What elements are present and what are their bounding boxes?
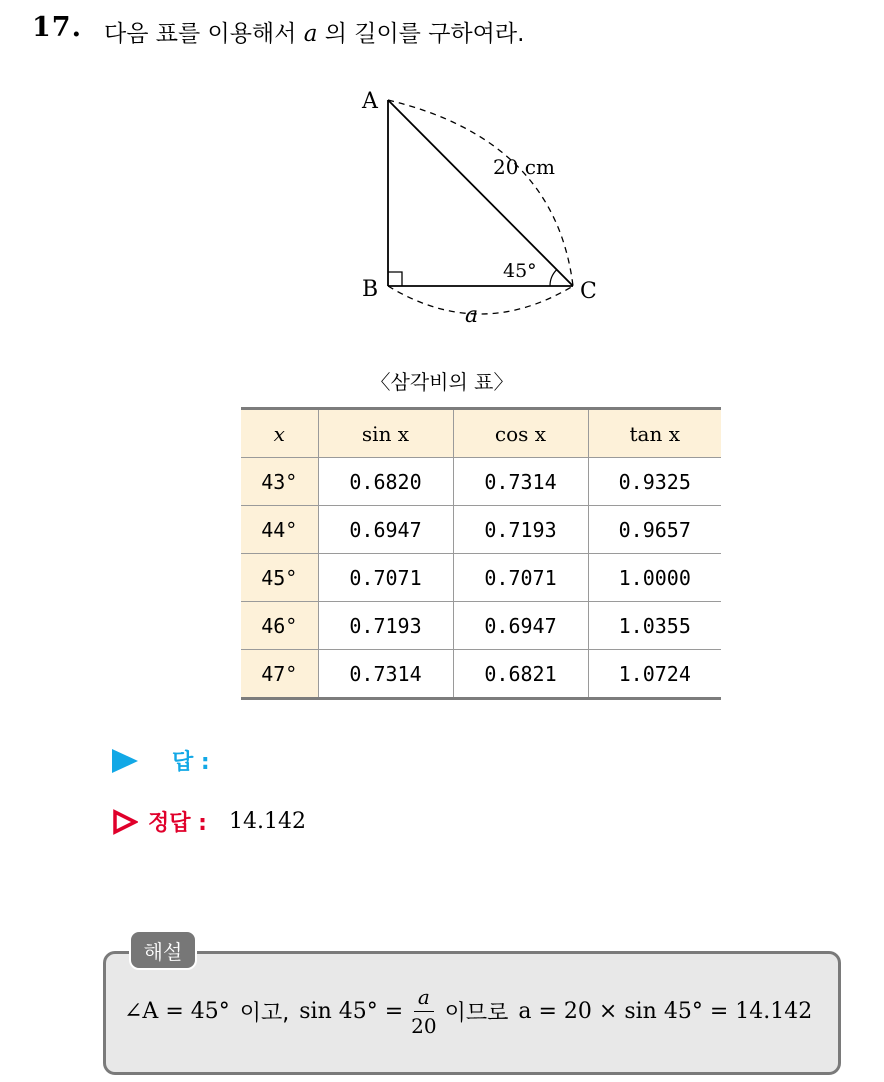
fraction-numerator: a (414, 985, 434, 1012)
sin-cell: 0.6820 (318, 458, 453, 506)
question-text-before: 다음 표를 이용해서 (104, 21, 304, 47)
tan-cell: 0.9325 (588, 458, 721, 506)
angle-label: 45° (503, 260, 537, 282)
explanation-formula (124, 985, 812, 1038)
formula-fraction (411, 985, 436, 1038)
base-dashed-arc (388, 286, 573, 314)
correct-answer-label: 정답 : (148, 811, 207, 836)
header-cos: cos x (453, 409, 588, 458)
formula-text-therefore: 이므로 (444, 1001, 509, 1026)
header-tan: tan x (588, 409, 721, 458)
question-number: 17. (32, 12, 82, 43)
hypotenuse-length-label: 20 cm (493, 155, 555, 179)
trig-ratio-table (241, 407, 721, 700)
outline-triangle-icon (112, 809, 138, 835)
formula-text-and: 이고, (239, 1001, 290, 1026)
tan-cell: 0.9657 (588, 506, 721, 554)
header-x (241, 409, 318, 458)
cos-cell: 0.7314 (453, 458, 588, 506)
angle-cell: 43° (241, 458, 318, 506)
tan-cell: 1.0355 (588, 602, 721, 650)
table-row (241, 458, 721, 506)
question-text-after: 의 길이를 구하여라. (317, 21, 525, 47)
angle-cell: 44° (241, 506, 318, 554)
table-header-row (241, 409, 721, 458)
vertex-label-b: B (362, 277, 379, 302)
table-row (241, 602, 721, 650)
correct-answer-row (112, 806, 306, 837)
formula-result: a = 20 × sin 45° = 14.142 (518, 999, 813, 1024)
header-sin: sin x (318, 409, 453, 458)
sin-cell: 0.7314 (318, 650, 453, 699)
formula-sin: sin 45° = (299, 999, 404, 1024)
right-angle-marker (388, 272, 402, 286)
triangle-figure (340, 80, 610, 340)
answer-row (112, 745, 210, 776)
header-x-text: x (273, 421, 285, 446)
angle-cell: 45° (241, 554, 318, 602)
base-variable-label: a (465, 303, 479, 328)
formula-angle: ∠A = 45° (124, 999, 230, 1024)
play-triangle-icon (112, 749, 138, 773)
sin-cell: 0.6947 (318, 506, 453, 554)
table-caption: 〈삼각비의 표〉 (370, 370, 514, 394)
correct-answer-value: 14.142 (228, 809, 306, 834)
question-text (104, 15, 524, 48)
sin-cell: 0.7193 (318, 602, 453, 650)
cos-cell: 0.6947 (453, 602, 588, 650)
sin-cell: 0.7071 (318, 554, 453, 602)
table-row (241, 650, 721, 699)
angle-cell: 46° (241, 602, 318, 650)
cos-cell: 0.6821 (453, 650, 588, 699)
vertex-label-c: C (580, 279, 597, 304)
tan-cell: 1.0724 (588, 650, 721, 699)
angle-arc (550, 270, 557, 286)
table-row (241, 554, 721, 602)
explanation-tab: 해설 (129, 930, 197, 970)
cos-cell: 0.7071 (453, 554, 588, 602)
angle-cell: 47° (241, 650, 318, 699)
cos-cell: 0.7193 (453, 506, 588, 554)
answer-label: 답 : (172, 750, 210, 775)
tan-cell: 1.0000 (588, 554, 721, 602)
fraction-denominator: 20 (411, 1014, 437, 1038)
vertex-label-a: A (362, 89, 378, 114)
question-variable: a (303, 21, 318, 47)
table-row (241, 506, 721, 554)
side-ac (388, 100, 573, 286)
